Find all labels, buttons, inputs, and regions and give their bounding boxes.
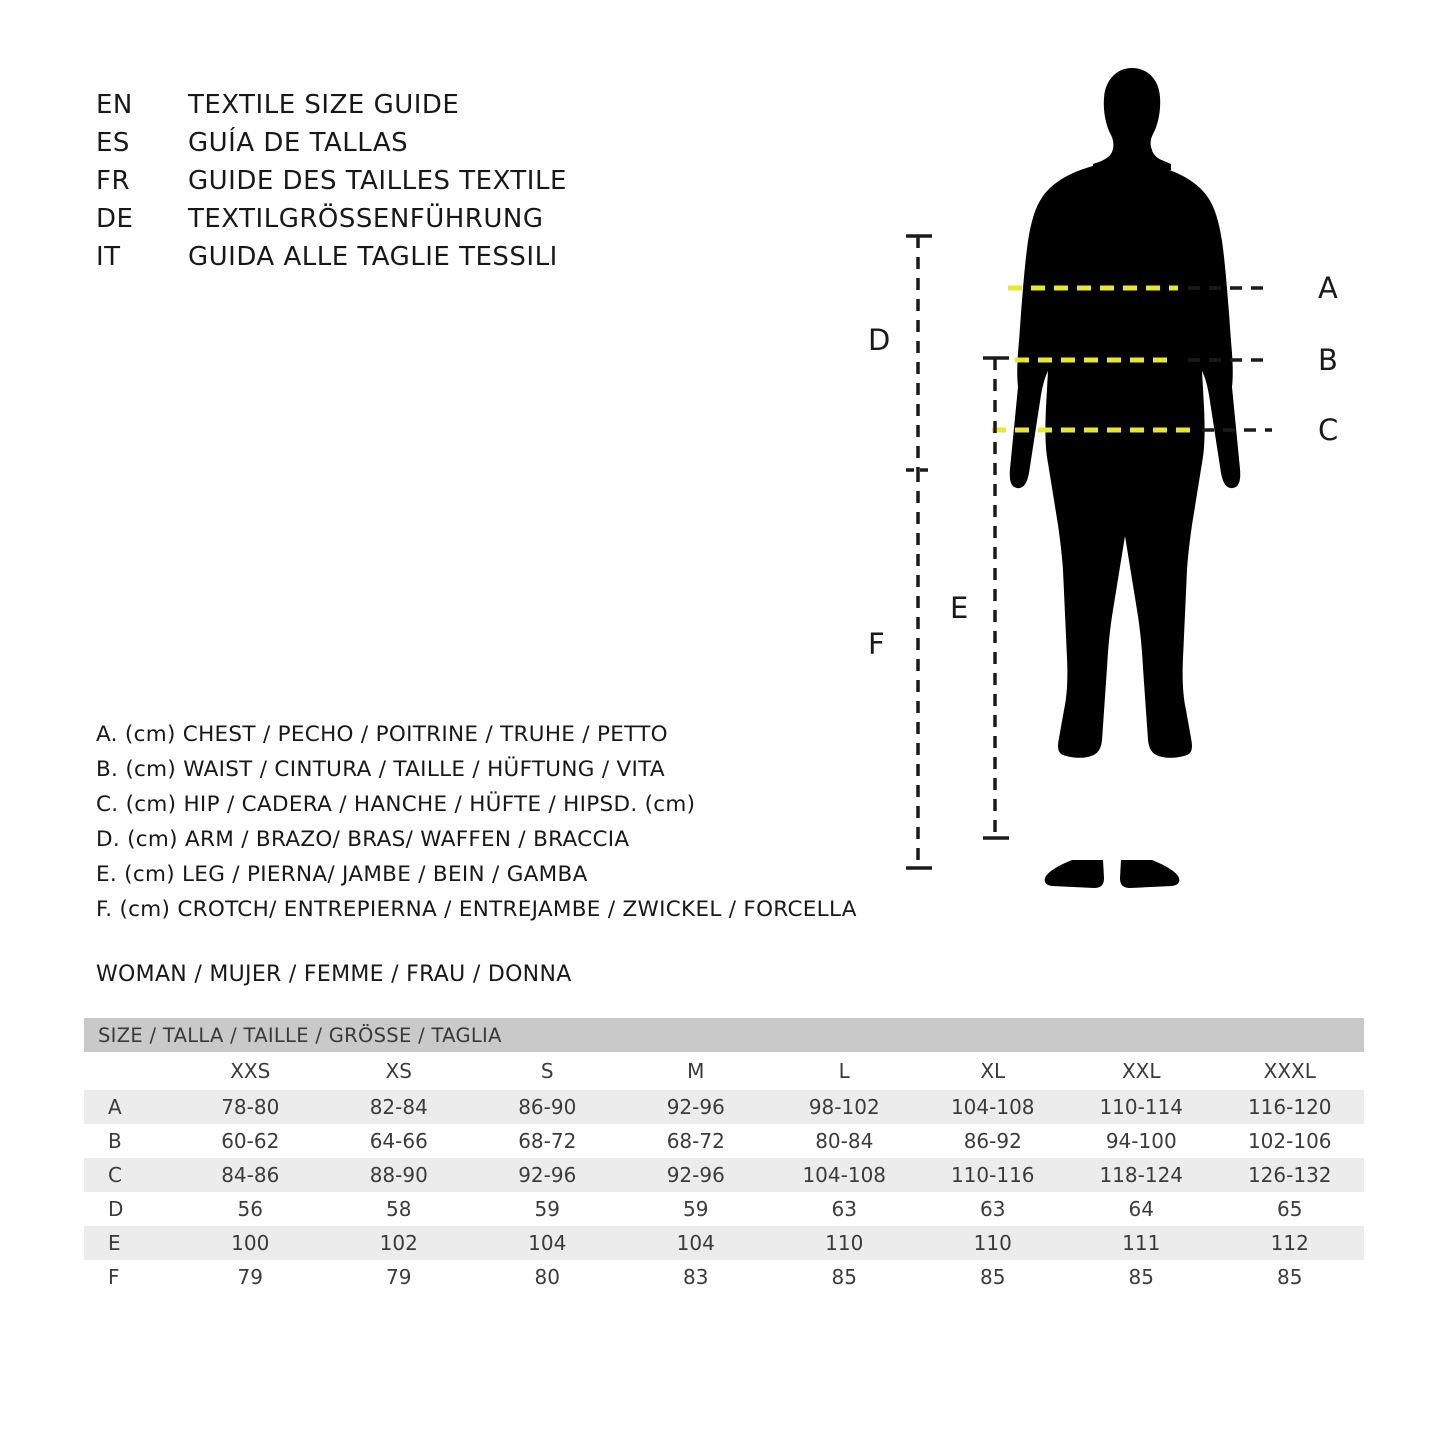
cell-b-xxl: 94-100 [1067,1124,1216,1158]
size-header-l: L [770,1052,919,1090]
cell-e-xxxl: 112 [1216,1226,1365,1260]
legend-item-c: C. (cm) HIP / CADERA / HANCHE / HÜFTE / HIPSD. (cm) [96,792,696,817]
title-lang-fr: FR [96,166,131,196]
cell-c-xs: 88-90 [325,1158,474,1192]
table-corner-cell [84,1052,176,1090]
cell-d-xxl: 64 [1067,1192,1216,1226]
title-lang-es: ES [96,128,130,158]
row-label-b: B [84,1124,176,1158]
cell-b-xs: 64-66 [325,1124,474,1158]
table-header-row [84,1052,1364,1090]
size-header-s: S [473,1052,622,1090]
title-row-it [96,242,567,280]
cell-c-xxxl: 126-132 [1216,1158,1365,1192]
title-text-it: GUIDA ALLE TAGLIE TESSILI [188,242,558,272]
cell-f-xxl: 85 [1067,1260,1216,1294]
marker-label-e: E [950,591,969,625]
marker-label-c: C [1318,413,1339,447]
title-lang-en: EN [96,90,133,120]
cell-c-l: 104-108 [770,1158,919,1192]
cell-f-l: 85 [770,1260,919,1294]
cell-c-s: 92-96 [473,1158,622,1192]
title-text-fr: GUIDE DES TAILLES TEXTILE [188,166,567,196]
row-label-f: F [84,1260,176,1294]
cell-c-m: 92-96 [622,1158,771,1192]
silhouette-svg [840,40,1400,920]
size-header-xxxl: XXXL [1216,1052,1365,1090]
cell-e-xl: 110 [919,1226,1068,1260]
title-row-es [96,128,567,166]
cell-a-xs: 82-84 [325,1090,474,1124]
cell-a-xxs: 78-80 [176,1090,325,1124]
table-band-title: SIZE / TALLA / TAILLE / GRÖSSE / TAGLIA [84,1018,1364,1052]
title-text-es: GUÍA DE TALLAS [188,128,409,158]
legend-item-d: D. (cm) ARM / BRAZO/ BRAS/ WAFFEN / BRACCIA [96,827,630,852]
cell-d-xxs: 56 [176,1192,325,1226]
title-row-fr [96,166,567,204]
title-row-de [96,204,567,242]
cell-e-m: 104 [622,1226,771,1260]
cell-a-xxl: 110-114 [1067,1090,1216,1124]
cell-f-s: 80 [473,1260,622,1294]
cell-a-m: 92-96 [622,1090,771,1124]
cell-d-s: 59 [473,1192,622,1226]
marker-label-b: B [1318,343,1338,377]
legend-item-a: A. (cm) CHEST / PECHO / POITRINE / TRUHE / PETTO [96,722,668,747]
cell-b-m: 68-72 [622,1124,771,1158]
cell-f-xxxl: 85 [1216,1260,1365,1294]
row-label-d: D [84,1192,176,1226]
cell-d-xxxl: 65 [1216,1192,1365,1226]
marker-label-a: A [1318,271,1338,305]
title-row-en [96,90,567,128]
table-row [84,1158,1364,1192]
size-header-xxl: XXL [1067,1052,1216,1090]
table-row [84,1192,1364,1226]
cell-e-xxl: 111 [1067,1226,1216,1260]
cell-b-s: 68-72 [473,1124,622,1158]
cell-c-xl: 110-116 [919,1158,1068,1192]
cell-c-xxl: 118-124 [1067,1158,1216,1192]
woman-silhouette-icon [1010,68,1240,888]
group-label: WOMAN / MUJER / FEMME / FRAU / DONNA [96,962,572,987]
cell-a-s: 86-90 [473,1090,622,1124]
cell-b-xl: 86-92 [919,1124,1068,1158]
table-row [84,1090,1364,1124]
cell-f-xxs: 79 [176,1260,325,1294]
table-row [84,1124,1364,1158]
cell-d-xl: 63 [919,1192,1068,1226]
size-table-wrapper [84,1018,1364,1294]
title-text-en: TEXTILE SIZE GUIDE [188,90,460,120]
table-row [84,1260,1364,1294]
cell-a-xl: 104-108 [919,1090,1068,1124]
marker-label-d: D [868,323,891,357]
legend-item-e: E. (cm) LEG / PIERNA/ JAMBE / BEIN / GAMBA [96,862,588,887]
size-header-xs: XS [325,1052,474,1090]
title-text-de: TEXTILGRÖSSENFÜHRUNG [188,204,544,234]
cell-c-xxs: 84-86 [176,1158,325,1192]
legend-item-b: B. (cm) WAIST / CINTURA / TAILLE / HÜFTUNG / VITA [96,757,665,782]
measurement-legend [96,722,857,932]
cell-e-l: 110 [770,1226,919,1260]
size-header-xl: XL [919,1052,1068,1090]
cell-f-m: 83 [622,1260,771,1294]
row-label-c: C [84,1158,176,1192]
legend-item-f: F. (cm) CROTCH/ ENTREPIERNA / ENTREJAMBE / ZWICKEL / FORCELLA [96,897,857,922]
cell-d-xs: 58 [325,1192,474,1226]
body-measurement-diagram [840,40,1400,920]
cell-b-xxxl: 102-106 [1216,1124,1365,1158]
cell-d-m: 59 [622,1192,771,1226]
cell-f-xs: 79 [325,1260,474,1294]
cell-b-l: 80-84 [770,1124,919,1158]
row-label-a: A [84,1090,176,1124]
cell-f-xl: 85 [919,1260,1068,1294]
marker-label-f: F [868,627,885,661]
size-header-m: M [622,1052,771,1090]
title-lang-de: DE [96,204,134,234]
table-band-header [84,1018,1364,1052]
table-row [84,1226,1364,1260]
row-label-e: E [84,1226,176,1260]
cell-d-l: 63 [770,1192,919,1226]
size-header-xxs: XXS [176,1052,325,1090]
cell-e-s: 104 [473,1226,622,1260]
cell-b-xxs: 60-62 [176,1124,325,1158]
cell-e-xxs: 100 [176,1226,325,1260]
title-lang-it: IT [96,242,121,272]
cell-a-l: 98-102 [770,1090,919,1124]
cell-e-xs: 102 [325,1226,474,1260]
title-block [96,90,567,280]
size-table [84,1018,1364,1294]
cell-a-xxxl: 116-120 [1216,1090,1365,1124]
